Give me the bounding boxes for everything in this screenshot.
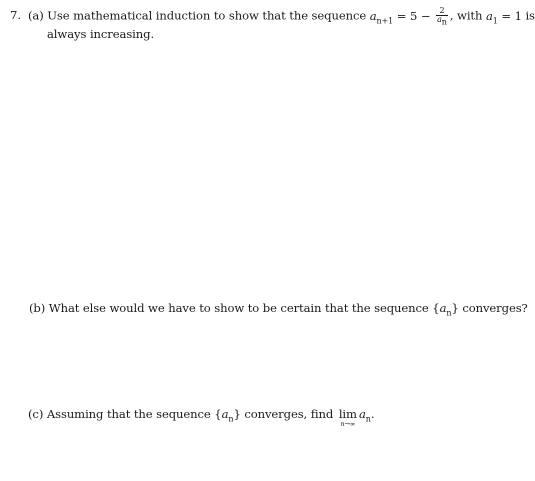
with-word: , with bbox=[449, 8, 483, 23]
limit-subscript: n→∞ bbox=[340, 420, 356, 428]
limit-var: a bbox=[358, 407, 366, 421]
fraction-numerator: 2 bbox=[439, 6, 445, 15]
part-c-mid: converges, find bbox=[244, 407, 334, 421]
recurrence-formula bbox=[369, 6, 450, 27]
limit-operator: lim n→∞ bbox=[338, 407, 357, 428]
sequence-set: $\{a_n\}$ bbox=[214, 407, 241, 424]
part-a-label: (a) bbox=[28, 8, 44, 23]
part-c-label: (c) bbox=[28, 407, 44, 421]
question-number: 7. bbox=[10, 8, 22, 22]
constant-five: 5 bbox=[410, 8, 418, 23]
part-c: (c) Assuming that the sequence $\{a_n\}$ converges, find lim n→∞ $a_n$. bbox=[28, 407, 375, 428]
seq-sub: n+1 bbox=[376, 15, 394, 25]
minus-sign: − bbox=[420, 8, 431, 23]
fraction-denominator: $a_n$ bbox=[437, 15, 447, 27]
part-c-text: Assuming that the sequence bbox=[46, 407, 211, 421]
part-b bbox=[29, 301, 528, 318]
part-b-tail: converges? bbox=[462, 301, 528, 315]
part-a-continuation: always increasing. bbox=[47, 27, 155, 41]
equals-sign: = bbox=[396, 8, 407, 23]
part-a-text: Use mathematical induction to show that the sequence bbox=[47, 8, 367, 23]
part-b-text: What else would we have to show to be certain that the sequence bbox=[48, 301, 429, 315]
seq-var: a bbox=[369, 8, 377, 23]
sequence-set: $\{a_n\}$ bbox=[432, 301, 459, 318]
is-word: is bbox=[525, 8, 535, 23]
initial-condition: $a_1 = 1$ bbox=[485, 8, 522, 25]
fraction bbox=[436, 6, 448, 27]
part-b-label: (b) bbox=[29, 301, 46, 315]
part-a bbox=[28, 6, 535, 27]
